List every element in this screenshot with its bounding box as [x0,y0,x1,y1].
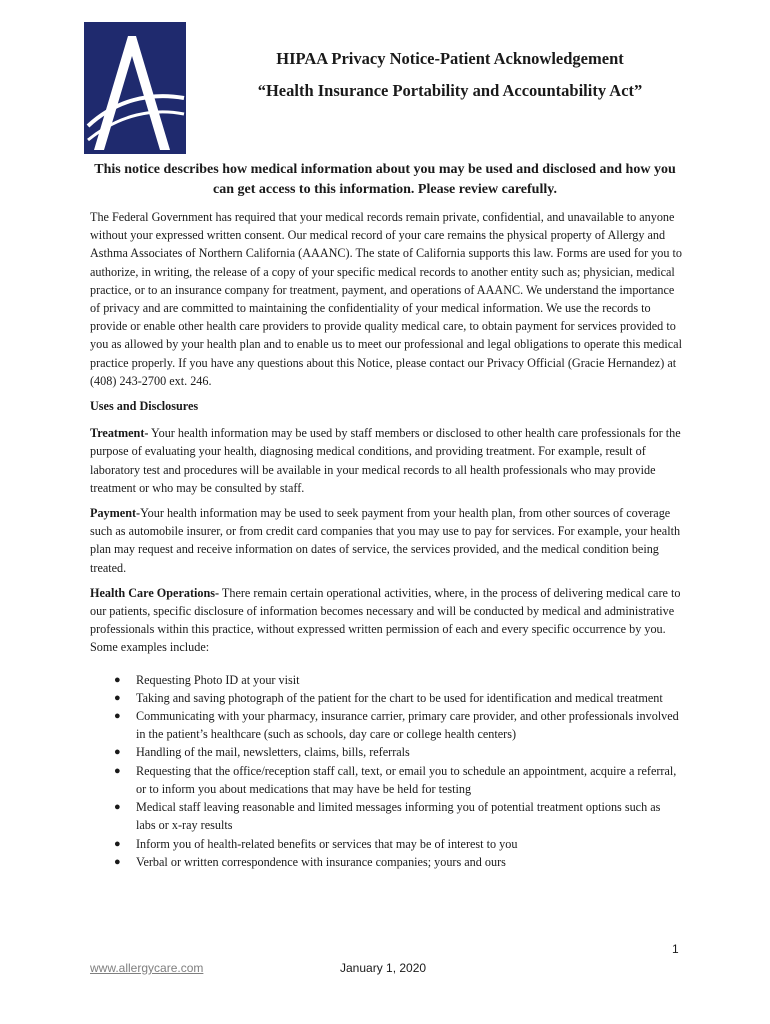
bullet-icon: ● [114,691,121,704]
logo-mark-icon [84,22,186,154]
examples-list [114,671,682,871]
payment-paragraph [90,504,682,577]
list-item: ● Communicating with your pharmacy, insurance carrier, primary care provider, and other professionals involved in the patient’s healthcare (such as schools, day care or college health centers) [114,709,679,742]
operations-text: There remain certain operational activities, where, in the process of delivering medical care to our patients, specific disclosure of information becomes necessary and will be conducted by medical and administrative professionals within this practice, without expressed written permission of each and every specific occurrence by you. Some examples include: [90,585,681,655]
bullet-icon: ● [114,710,121,723]
list-item: ● Requesting that the office/reception staff call, text, or email you to schedule an appointment, acquire a referral, or to inform you about medications that may have be held for testing [114,763,677,796]
intro-paragraph: The Federal Government has required that your medical records remain private, confidential, and unavailable to anyone without your expressed written consent. Our medical record of your care remains the physical property of Allergy and Asthma Associates of Northern California (AAANC). The state of California supports this law. Forms are used for you to authorize, in writing, the release of a copy of your specific medical records to another entity such as; physician, medical practice, or to an insurance company for treatment, payment, and operations of AAANC. We understand the importance of privacy and are committed to maintaining the confidentiality of your medical information. We use the records to provide or enable other health care providers to provide quality medical care, to obtain payment for services provided to you as allowed by your health plan and to enable us to meet our professional and legal obligations to operate this medical practice properly. If you have any questions about this Notice, please contact our Privacy Official (Gracie Hernandez) at (408) 243-2700 ext. 246. [90,210,682,388]
practice-logo [84,22,186,154]
document-title: HIPAA Privacy Notice-Patient Acknowledgement [276,49,624,68]
list-item: ● Taking and saving photograph of the patient for the chart to be used for identification and medical treatment [136,689,682,707]
bullet-icon: ● [114,746,121,759]
website-link[interactable]: www.allergycare.com [90,961,204,975]
treatment-paragraph [90,424,682,497]
bullet-icon: ● [114,855,121,868]
list-item: ● Verbal or written correspondence with insurance companies; yours and ours [136,853,682,871]
payment-label: Payment- [90,506,141,521]
treatment-label: Treatment- [90,426,149,441]
footer-date: January 1, 2020 [340,961,427,975]
document-subtitle: “Health Insurance Portability and Accountability Act” [257,81,643,100]
bullet-icon: ● [114,801,121,814]
bullet-icon: ● [114,837,121,850]
uses-heading: Uses and Disclosures [90,399,199,414]
page-number: 1 [672,942,679,956]
payment-text: Your health information may be used to seek payment from your health plan, from other sources of coverage such as automobile insurer, or from credit card companies that you may use to pay for services. For example, your health plan may request and receive information on dates of service, the services provided, and the medical condition being treated. [90,506,681,575]
operations-paragraph [90,584,682,657]
bullet-icon: ● [114,764,121,777]
document-body [90,208,682,871]
list-item: ● Inform you of health-related benefits or services that may be of interest to you [136,835,682,853]
list-item: ● Requesting Photo ID at your visit [136,671,682,689]
notice-statement: This notice describes how medical information about you may be used and disclosed and how you can get access to this information. Please review carefully. [94,162,676,197]
bullet-icon: ● [114,673,121,686]
treatment-text: Your health information may be used by staff members or disclosed to other health care professionals for the purpose of evaluating your health, diagnosing medical conditions, and providing treatment. For example, result of laboratory test and procedures will be available in your medical records to all health professionals who may provide treatment or who may be consulted by staff. [90,426,681,495]
list-item: ● Medical staff leaving reasonable and limited messages informing you of potential treatment options such as labs or x-ray results [114,800,661,833]
operations-label: Health Care Operations- [90,585,220,600]
list-item: ● Handling of the mail, newsletters, claims, bills, referrals [136,743,682,761]
